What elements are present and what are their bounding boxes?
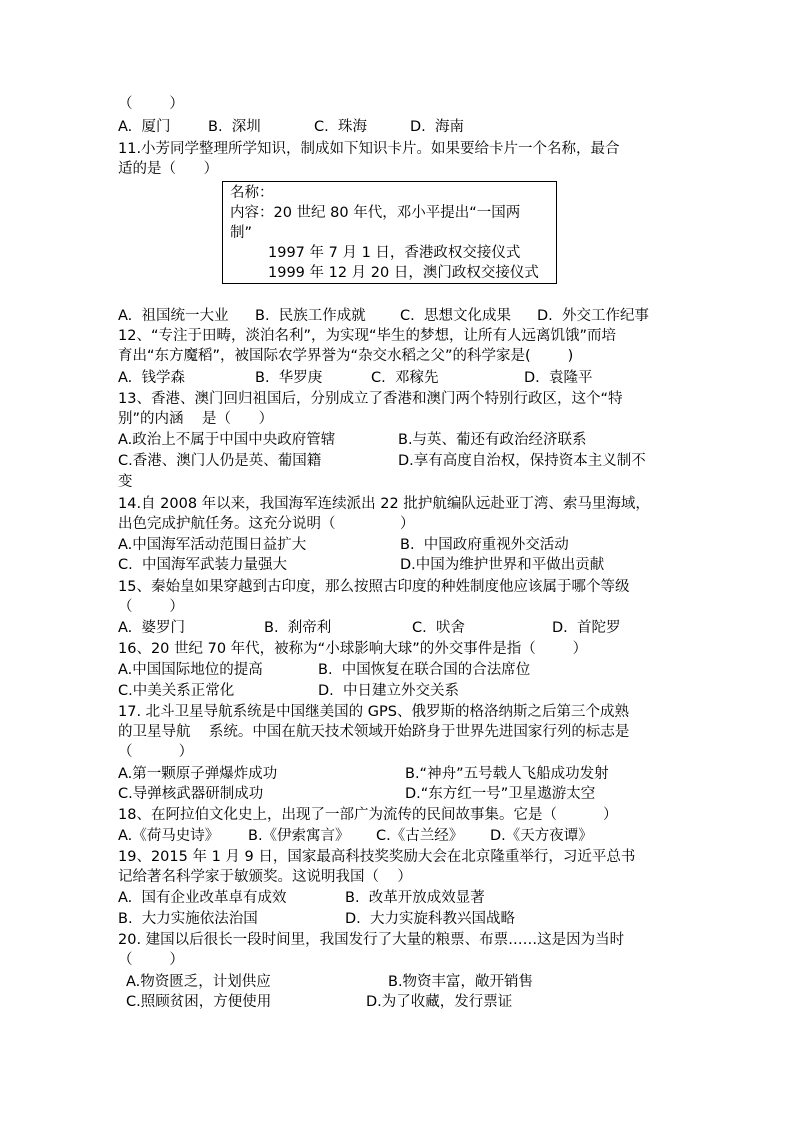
q16-stem-line1: 16、20 世纪 70 年代，被称为“小球影响大球”的外交事件是指（ ）	[118, 641, 588, 657]
q11-option-c: C. 思想文化成果	[400, 308, 511, 324]
q13-option-d: D.享有高度自治权，保持资本主义制不	[398, 453, 646, 469]
q18-option-d: D.《天方夜谭》	[490, 828, 593, 844]
knowledge-card	[222, 181, 557, 284]
q19-option-d: D. 大力实旋科教兴国战略	[345, 911, 515, 927]
q12-stem-line1: 12、“专注于田畴，淡泊名利”，为实现“毕生的梦想，让所有人远离饥饿”而培	[118, 328, 616, 344]
q14-stem-line2: 出色完成护航任务。这充分说明（ ）	[118, 516, 415, 532]
q15-option-b: B. 刹帝利	[264, 620, 332, 636]
q10-answer-blank: （ ）	[118, 96, 184, 112]
q17-stem-line2: 的卫星导航 系统。中国在航天技术领域开始跻身于世界先进国家行列的标志是	[118, 724, 630, 740]
q20-option-b: B.物资丰富，敞开销售	[388, 974, 534, 990]
q14-stem-line1: 14.自 2008 年以来，我国海军连续派出 22 批护航编队远赴亚丁湾、索马里海域，	[118, 496, 650, 512]
q20-stem-line2: （ ）	[118, 952, 184, 968]
q14-option-b: B. 中国政府重视外交活动	[400, 537, 569, 553]
q11-option-b: B. 民族工作成就	[255, 308, 366, 324]
q16-option-d: D. 中日建立外交关系	[318, 683, 459, 699]
q12-option-a: A. 钱学森	[118, 370, 185, 386]
q19-stem-line1: 19、2015 年 1 月 9 日，国家最高科技奖奖励大会在北京隆重举行，习近平总书	[118, 849, 636, 865]
q19-stem-line2: 记给著名科学家于敏颁奖。这说明我国（ ）	[118, 869, 412, 885]
q17-option-a: A.第一颗原子弹爆炸成功	[118, 766, 278, 782]
q14-option-a: A.中国海军活动范围日益扩大	[118, 537, 307, 553]
q16-option-c: C.中美关系正常化	[118, 683, 235, 699]
q17-option-b: B.“神舟”五号载人飞船成功发射	[405, 766, 609, 782]
q14-option-c: C. 中国海军武装力量强大	[118, 557, 287, 573]
q18-stem-line1: 18、在阿拉伯文化史上，出现了一部广为流传的民间故事集。它是（ ）	[118, 807, 618, 823]
card-content-line2: 制”	[230, 225, 253, 241]
q13-stem-line2: 别”的内涵 是（ ）	[118, 411, 274, 427]
q17-stem-line3: （ ）	[118, 744, 194, 760]
q12-stem-line2: 育出“东方魔稻”，被国际农学界誉为“杂交水稻之父”的科学家是( )	[118, 348, 574, 364]
q18-option-b: B.《伊索寓言》	[248, 828, 350, 844]
q10-option-a: A. 厦门	[118, 119, 171, 135]
q18-option-c: C.《古兰经》	[376, 828, 464, 844]
q12-option-d: D. 袁隆平	[524, 370, 593, 386]
q17-option-c: C.导弹核武器研制成功	[118, 786, 264, 802]
q11-option-a: A. 祖国统一大业	[118, 308, 229, 324]
q19-option-a: A. 国有企业改革卓有成效	[118, 890, 287, 906]
q12-option-b: B. 华罗庚	[255, 370, 323, 386]
card-event-1999: 1999 年 12 月 20 日，澳门政权交接仪式	[268, 265, 539, 281]
card-event-1997: 1997 年 7 月 1 日，香港政权交接仪式	[268, 245, 521, 261]
q13-stem-line1: 13、香港、澳门回归祖国后，分别成立了香港和澳门两个特别行政区，这个“特	[118, 391, 623, 407]
q15-stem-line2: （ ）	[118, 599, 184, 615]
q15-option-a: A. 婆罗门	[118, 620, 185, 636]
q13-option-a: A.政治上不属于中国中央政府管辖	[118, 432, 336, 448]
q10-option-d: D. 海南	[410, 119, 464, 135]
q13-option-d-wrap: 变	[118, 474, 133, 490]
card-content-line1: 内容：20 世纪 80 年代，邓小平提出“一国两	[230, 205, 521, 221]
q20-option-d: D.为了收藏，发行票证	[366, 994, 513, 1010]
q17-stem-line1: 17. 北斗卫星导航系统是中国继美国的 GPS、俄罗斯的格洛纳斯之后第三个成熟	[118, 704, 629, 720]
q14-option-d: D.中国为维护世界和平做出贡献	[400, 557, 605, 573]
q20-option-c: C.照顾贫困，方便使用	[126, 994, 272, 1010]
q13-option-c: C.香港、澳门人仍是英、葡国籍	[118, 453, 322, 469]
q15-option-c: C. 吠舍	[412, 620, 465, 636]
q11-stem-line2: 适的是（ ）	[118, 161, 219, 177]
q20-option-a: A.物资匮乏，计划供应	[126, 974, 271, 990]
q19-option-b: B. 改革开放成效显著	[345, 890, 485, 906]
q17-option-d: D.“东方红一号”卫星遨游太空	[405, 786, 596, 802]
card-title: 名称：	[230, 185, 274, 201]
q11-stem-line1: 11.小芳同学整理所学知识，制成如下知识卡片。如果要给卡片一个名称，最合	[118, 141, 620, 157]
q18-option-a: A.《荷马史诗》	[118, 828, 220, 844]
q11-option-d: D. 外交工作纪事	[537, 308, 649, 324]
q12-option-c: C. 邓稼先	[371, 370, 439, 386]
q13-option-b: B.与英、葡还有政治经济联系	[398, 432, 587, 448]
q15-option-d: D. 首陀罗	[552, 620, 621, 636]
q10-option-c: C. 珠海	[314, 119, 367, 135]
q20-stem-line1: 20. 建国以后很长一段时间里，我国发行了大量的粮票、布票……这是因为当时	[118, 932, 625, 948]
q19-option-c: B. 大力实施依法治国	[118, 911, 258, 927]
q16-option-a: A.中国国际地位的提高	[118, 662, 263, 678]
q15-stem-line1: 15、秦始皇如果穿越到古印度，那么按照古印度的种姓制度他应该属于哪个等级	[118, 579, 630, 595]
q16-option-b: B. 中国恢复在联合国的合法席位	[318, 662, 531, 678]
q10-option-b: B. 深圳	[208, 119, 261, 135]
